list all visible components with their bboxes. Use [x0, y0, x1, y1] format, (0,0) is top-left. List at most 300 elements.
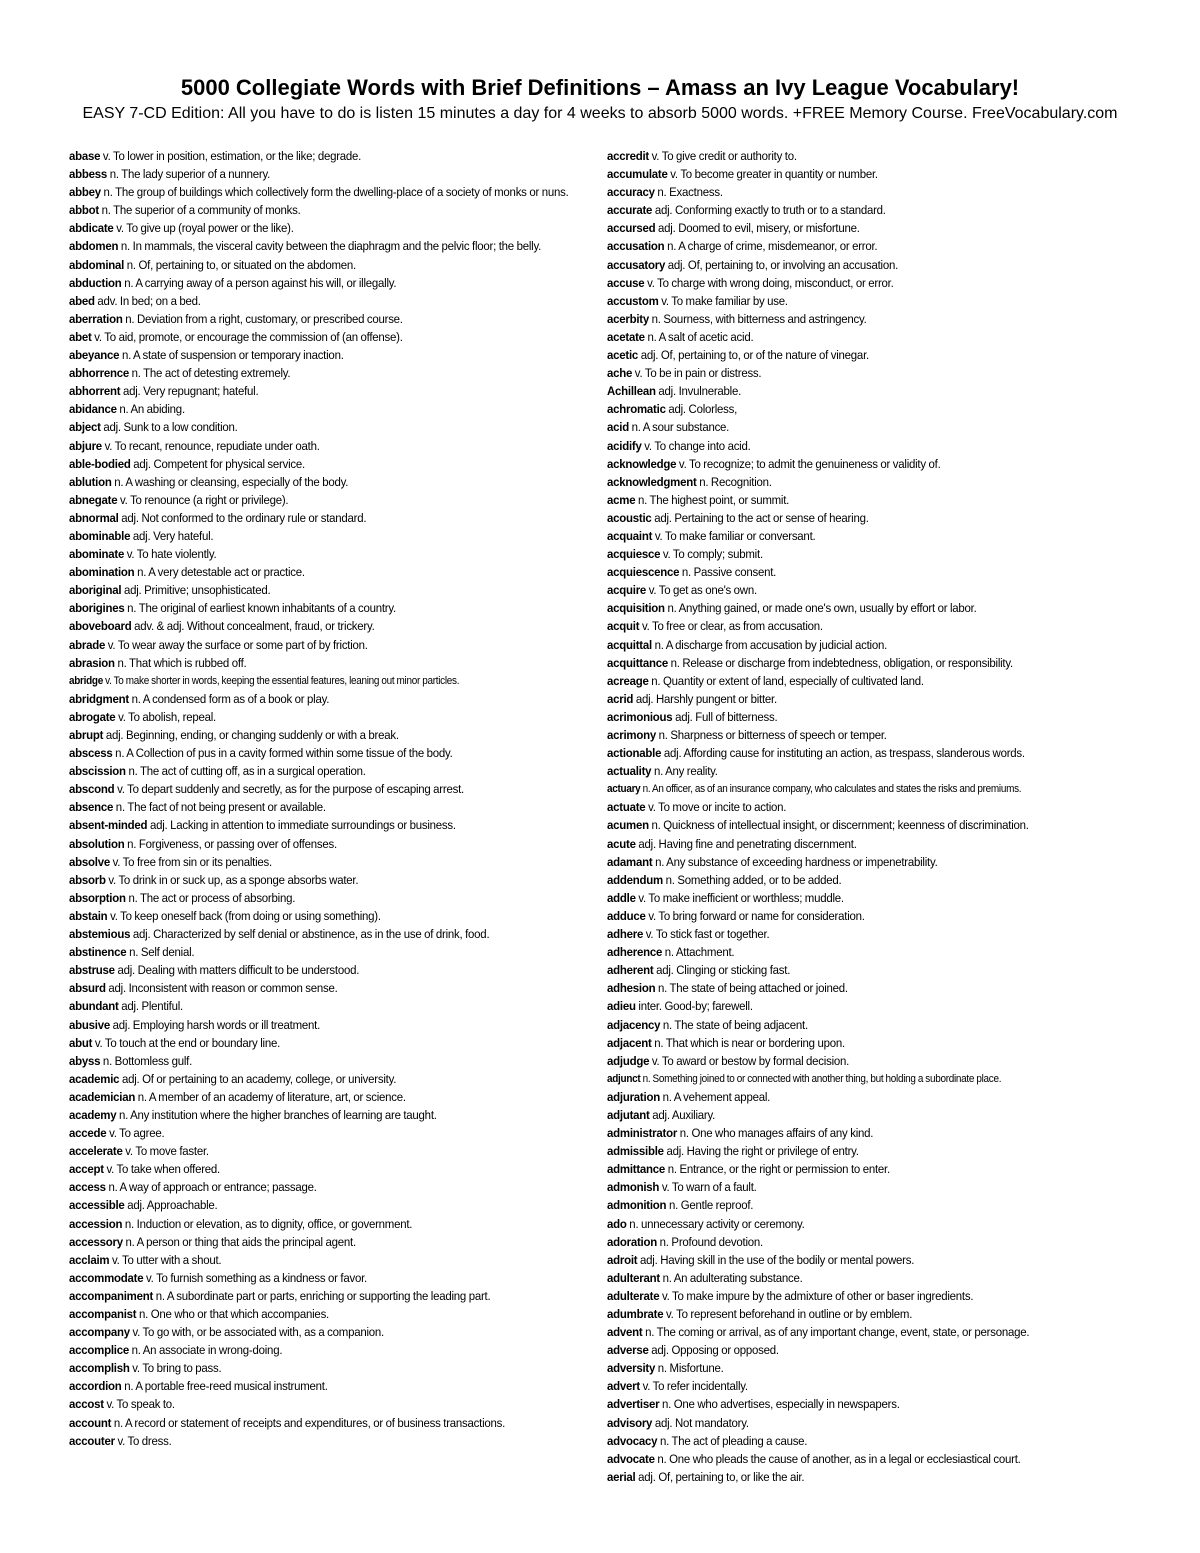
entry-definition: n. Recognition. [696, 474, 772, 489]
entry-word: advocacy [607, 1433, 658, 1448]
dictionary-entry [607, 654, 1146, 672]
entry-definition: adj. Affording cause for instituting an action, as trespass, slanderous words. [661, 746, 1025, 761]
dictionary-entry [69, 219, 608, 237]
entry-word: accelerate [69, 1144, 123, 1159]
entry-word: accompany [69, 1325, 130, 1340]
entry-definition: adj. Harshly pungent or bitter. [633, 691, 777, 706]
entry-definition: adj. Competent for physical service. [130, 456, 305, 471]
entry-definition: adj. Not conformed to the ordinary rule or standard. [118, 510, 367, 525]
entry-definition: v. To depart suddenly and secretly, as for the purpose of escaping arrest. [114, 782, 464, 797]
dictionary-entry [69, 798, 608, 816]
entry-definition: adj. Of, pertaining to, or like the air. [635, 1469, 805, 1484]
entry-definition: n. A salt of acetic acid. [644, 329, 754, 344]
entry-definition: n. A Collection of pus in a cavity formed within some tissue of the body. [112, 746, 453, 761]
dictionary-entry [607, 581, 1146, 599]
entry-word: aerial [607, 1469, 636, 1484]
dictionary-entry [607, 672, 1146, 690]
entry-word: abrogate [69, 709, 116, 724]
dictionary-entry [69, 1215, 608, 1233]
dictionary-entry [607, 1088, 1146, 1106]
entry-word: acrimony [607, 728, 656, 742]
dictionary-entry [607, 943, 1146, 961]
entry-definition: adv. & adj. Without concealment, fraud, or trickery. [131, 619, 375, 634]
dictionary-entry [607, 780, 1146, 798]
entry-definition: v. To warn of a fault. [659, 1180, 757, 1195]
entry-definition: n. Anything gained, or made one's own, usually by effort or labor. [664, 601, 977, 616]
entry-word: acute [607, 836, 636, 851]
dictionary-entry [607, 509, 1146, 527]
dictionary-entry [69, 1034, 608, 1052]
entry-definition: n. The superior of a community of monks. [98, 203, 301, 218]
dictionary-entry [69, 292, 608, 310]
entry-definition: adj. Of, pertaining to, or involving an accusation. [665, 257, 899, 272]
entry-word: abominable [69, 528, 131, 543]
entry-word: admissible [607, 1144, 664, 1159]
dictionary-entry [607, 889, 1146, 907]
entry-word: ado [607, 1216, 627, 1231]
entry-word: accuracy [607, 185, 655, 200]
entry-word: acoustic [607, 510, 652, 525]
entry-word: absolution [69, 836, 125, 851]
entry-definition: n. The act of detesting extremely. [128, 366, 291, 381]
dictionary-entry [607, 1142, 1146, 1160]
entry-definition: n. Quantity or extent of land, especially of cultivated land. [648, 673, 924, 688]
dictionary-entry [607, 310, 1146, 328]
dictionary-entry [607, 219, 1146, 237]
dictionary-entry [607, 1178, 1146, 1196]
entry-word: adjacency [607, 1017, 661, 1032]
entry-definition: n. Entrance, or the right or permission to enter. [665, 1162, 890, 1177]
entry-word: accustom [607, 293, 659, 308]
entry-word: adverse [607, 1343, 649, 1358]
entry-word: accession [69, 1216, 123, 1231]
dictionary-entry [69, 1124, 608, 1142]
entry-word: adduce [607, 908, 646, 923]
entry-word: administrator [607, 1126, 678, 1141]
entry-definition: v. To charge with wrong doing, misconduct, or error. [644, 275, 894, 290]
dictionary-entry [607, 545, 1146, 563]
dictionary-entry [607, 961, 1146, 979]
dictionary-entry [69, 672, 608, 690]
entry-word: adoration [607, 1234, 658, 1249]
dictionary-entry [607, 1106, 1146, 1124]
dictionary-entry [607, 1395, 1146, 1413]
entry-definition: v. To dress. [114, 1433, 172, 1448]
dictionary-entry [69, 654, 608, 672]
dictionary-entry [607, 1305, 1146, 1323]
entry-definition: adj. Of or pertaining to an academy, college, or university. [119, 1071, 397, 1086]
entry-definition: adj. Not mandatory. [652, 1415, 749, 1430]
entry-definition: v. To drink in or suck up, as a sponge absorbs water. [105, 872, 359, 887]
entry-definition: v. To wear away the surface or some part of by friction. [105, 637, 368, 652]
dictionary-entry [69, 617, 608, 635]
entry-word: admittance [607, 1162, 666, 1177]
dictionary-entry [607, 328, 1146, 346]
dictionary-entry [69, 400, 608, 418]
entry-definition: n. A portable free-reed musical instrument. [121, 1379, 328, 1394]
entry-word: absorption [69, 890, 126, 905]
entry-definition: n. An adulterating substance. [659, 1270, 803, 1285]
dictionary-entry [607, 798, 1146, 816]
entry-word: accompaniment [69, 1288, 154, 1303]
entry-definition: n. The highest point, or summit. [635, 492, 790, 507]
entry-definition: n. Bottomless gulf. [100, 1053, 193, 1068]
dictionary-entry [607, 1269, 1146, 1287]
entry-definition: n. The act of pleading a cause. [657, 1433, 808, 1448]
entry-definition: v. To recant, renounce, repudiate under oath. [101, 438, 320, 453]
entry-word: abut [69, 1035, 93, 1050]
dictionary-entry [69, 473, 608, 491]
dictionary-entry [69, 1088, 608, 1106]
entry-definition: n. Any reality. [651, 764, 718, 779]
dictionary-entry [69, 1233, 608, 1251]
entry-definition: v. To bring forward or name for consideration. [645, 908, 865, 923]
entry-word: actionable [607, 746, 662, 761]
entry-word: ache [607, 366, 633, 381]
entry-definition: n. The state of being adjacent. [660, 1017, 808, 1032]
entry-definition: v. To lower in position, estimation, or the like; degrade. [100, 149, 362, 163]
entry-word: abbot [69, 203, 99, 218]
dictionary-entry [607, 744, 1146, 762]
dictionary-entry [69, 183, 608, 201]
dictionary-entry [69, 636, 608, 654]
entry-word: abyss [69, 1053, 101, 1068]
entry-word: adjacent [607, 1035, 652, 1050]
dictionary-entry [607, 907, 1146, 925]
entry-word: abstemious [69, 927, 131, 942]
entry-definition: adj. Dealing with matters difficult to be understood. [114, 963, 360, 978]
dictionary-entry [69, 1196, 608, 1214]
dictionary-entry [607, 491, 1146, 509]
entry-definition: adj. Sunk to a low condition. [100, 420, 238, 435]
entry-word: adjunct [607, 1072, 641, 1085]
entry-word: abscission [69, 764, 126, 779]
dictionary-entry [69, 1160, 608, 1178]
dictionary-entry [69, 1269, 608, 1287]
entry-definition: n. Gentle reproof. [666, 1198, 754, 1213]
entry-definition: n. Any institution where the higher branches of learning are taught. [116, 1107, 437, 1122]
dictionary-entry [607, 1323, 1146, 1341]
dictionary-entry [69, 1414, 608, 1432]
dictionary-entry [69, 563, 608, 581]
dictionary-entry [607, 364, 1146, 382]
entry-definition: n. Release or discharge from indebtedness, obligation, or responsibility. [668, 655, 1013, 670]
entry-word: advent [607, 1325, 643, 1340]
entry-word: abundant [69, 999, 119, 1014]
entry-definition: v. To make familiar or conversant. [652, 528, 816, 543]
entry-word: aborigines [69, 601, 125, 616]
dictionary-entry [69, 418, 608, 436]
entry-word: abase [69, 149, 101, 163]
dictionary-entry [607, 1414, 1146, 1432]
entry-word: advocate [607, 1451, 655, 1466]
entry-definition: adj. Very hateful. [130, 528, 214, 543]
entry-word: accessible [69, 1198, 125, 1213]
dictionary-entry [607, 147, 1146, 165]
dictionary-entry [69, 165, 608, 183]
dictionary-entry [69, 455, 608, 473]
entry-definition: n. Of, pertaining to, or situated on the abdomen. [124, 257, 357, 272]
entry-definition: n. That which is near or bordering upon. [651, 1035, 845, 1050]
entry-word: addle [607, 890, 636, 905]
entry-word: admonish [607, 1180, 660, 1195]
entry-word: abstinence [69, 945, 127, 960]
page-subtitle: EASY 7-CD Edition: All you have to do is listen 15 minutes a day for 4 weeks to absorb 5000 words. +FREE Memory Course. FreeVocabulary.com [82, 105, 1118, 122]
entry-definition: adj. Opposing or opposed. [648, 1343, 779, 1358]
dictionary-entry [607, 400, 1146, 418]
entry-definition: n. Something added, or to be added. [662, 872, 842, 887]
dictionary-entry [69, 147, 608, 165]
entry-definition: adj. Auxiliary. [649, 1107, 716, 1122]
entry-word: accessory [69, 1234, 123, 1249]
entry-word: adjudge [607, 1053, 650, 1068]
entry-word: accusation [607, 239, 665, 254]
entry-definition: n. That which is rubbed off. [114, 655, 247, 670]
entry-word: acknowledge [607, 456, 677, 471]
dictionary-entry [607, 183, 1146, 201]
entry-word: actuary [607, 783, 641, 796]
entry-definition: n. A very detestable act or practice. [134, 565, 305, 580]
entry-word: abduction [69, 275, 122, 290]
entry-definition: adj. Lacking in attention to immediate surroundings or business. [147, 818, 456, 833]
entry-word: abnormal [69, 510, 119, 525]
entry-word: abrasion [69, 655, 115, 670]
entry-definition: v. To represent beforehand in outline or by emblem. [663, 1307, 913, 1321]
entry-word: accusatory [607, 257, 666, 272]
entry-definition: v. To move faster. [122, 1144, 209, 1159]
dictionary-entry [607, 1359, 1146, 1377]
entry-word: abed [69, 293, 95, 308]
entry-definition: adj. Having skill in the use of the bodily or mental powers. [637, 1252, 915, 1267]
entry-word: absurd [69, 981, 106, 996]
entry-word: adjuration [607, 1089, 660, 1104]
dictionary-entry [607, 1341, 1146, 1359]
dictionary-entry [69, 1395, 608, 1413]
page-title: 5000 Collegiate Words with Brief Definitions – Amass an Ivy League Vocabulary! [180, 75, 1020, 100]
entry-word: abstain [69, 908, 108, 923]
entry-word: access [69, 1180, 106, 1195]
entry-definition: n. A sour substance. [628, 420, 730, 435]
entry-definition: n. A condensed form as of a book or play. [128, 691, 330, 706]
entry-definition: n. Exactness. [654, 185, 723, 200]
entry-definition: v. To become greater in quantity or number. [667, 167, 878, 182]
dictionary-entry [69, 997, 608, 1015]
entry-word: accuse [607, 275, 645, 290]
entry-definition: n. Deviation from a right, customary, or prescribed course. [122, 311, 403, 326]
dictionary-entry [607, 346, 1146, 364]
entry-word: accouter [69, 1433, 115, 1448]
dictionary-entry [607, 1233, 1146, 1251]
entry-word: abstruse [69, 963, 115, 978]
dictionary-entry [607, 1215, 1146, 1233]
dictionary-entry [607, 690, 1146, 708]
entry-definition: adj. Approachable. [124, 1198, 218, 1213]
entry-word: abdomen [69, 239, 119, 254]
dictionary-entry [69, 328, 608, 346]
entry-word: adjutant [607, 1107, 650, 1122]
entry-definition: n. A state of suspension or temporary inaction. [119, 348, 344, 363]
dictionary-entry [607, 1450, 1146, 1468]
dictionary-entry [607, 274, 1146, 292]
entry-definition: v. To comply; submit. [660, 547, 763, 562]
dictionary-entry [607, 292, 1146, 310]
entry-word: accost [69, 1397, 104, 1412]
entry-word: abdicate [69, 221, 114, 236]
dictionary-entry [69, 237, 608, 255]
entry-word: acquisition [607, 601, 665, 616]
dictionary-entry [607, 455, 1146, 473]
entry-word: abrade [69, 637, 106, 652]
entry-definition: n. The group of buildings which collectively form the dwelling-place of a society of monks or nuns. [100, 185, 569, 200]
entry-word: acquaint [607, 528, 653, 543]
entry-definition: v. To be in pain or distress. [632, 366, 762, 381]
entry-definition: adj. Very repugnant; hateful. [120, 384, 259, 399]
entry-word: adhesion [607, 981, 656, 996]
entry-definition: v. To utter with a shout. [109, 1252, 222, 1267]
entry-word: acquittance [607, 655, 669, 670]
entry-definition: v. To touch at the end or boundary line. [92, 1035, 281, 1050]
entry-definition: n. A record or statement of receipts and expenditures, or of business transactions. [111, 1415, 506, 1430]
entry-definition: v. To get as one's own. [646, 583, 757, 598]
entry-word: abdominal [69, 257, 125, 272]
entry-word: acclaim [69, 1252, 110, 1267]
dictionary-entry [69, 835, 608, 853]
dictionary-entry [607, 835, 1146, 853]
entry-word: abbey [69, 185, 101, 200]
entry-word: abnegate [69, 492, 118, 507]
entry-definition: adj. Invulnerable. [655, 384, 742, 399]
entry-word: abject [69, 420, 101, 435]
entry-definition: n. Attachment. [662, 945, 735, 960]
entry-word: advisory [607, 1415, 653, 1430]
dictionary-entry [69, 1070, 608, 1088]
entry-word: acrimonious [607, 709, 673, 724]
entry-definition: v. To stick fast or together. [643, 927, 770, 942]
entry-definition: v. To make shorter in words, keeping the essential features, leaning out minor particles. [102, 674, 460, 687]
entry-definition: n. One who advertises, especially in newspapers. [659, 1397, 900, 1412]
entry-definition: adj. Primitive; unsophisticated. [121, 583, 271, 598]
entry-word: adhere [607, 927, 644, 942]
entry-definition: v. To agree. [106, 1126, 165, 1141]
dictionary-entry [69, 527, 608, 545]
entry-word: acme [607, 492, 636, 507]
entry-definition: adj. Colorless, [665, 402, 738, 417]
dictionary-entry [69, 889, 608, 907]
dictionary-entry [69, 853, 608, 871]
entry-definition: v. To bring to pass. [129, 1361, 222, 1376]
entry-definition: adj. Plentiful. [118, 999, 183, 1014]
entry-word: abridgment [69, 691, 129, 706]
entry-definition: adj. Characterized by self denial or abstinence, as in the use of drink, food. [130, 927, 490, 942]
entry-definition: v. To hate violently. [124, 547, 217, 562]
entry-word: abhorrence [69, 366, 129, 381]
entry-definition: v. To make familiar by use. [658, 293, 788, 308]
dictionary-entry [69, 310, 608, 328]
entry-word: abrupt [69, 728, 104, 742]
entry-word: accommodate [69, 1270, 144, 1285]
dictionary-entry [69, 1287, 608, 1305]
entry-definition: adj. Beginning, ending, or changing suddenly or with a break. [103, 728, 399, 742]
entry-definition: v. To speak to. [103, 1397, 175, 1412]
entry-definition: v. To furnish something as a kindness or favor. [143, 1270, 368, 1285]
dictionary-entry [607, 1016, 1146, 1034]
entry-word: acquit [607, 619, 640, 634]
entry-definition: n. One who manages affairs of any kind. [677, 1126, 874, 1141]
entry-word: accurate [607, 203, 653, 218]
dictionary-entry [69, 581, 608, 599]
entry-word: aboveboard [69, 619, 132, 634]
entry-definition: v. To recognize; to admit the genuineness or validity of. [676, 456, 941, 471]
entry-definition: n. Quickness of intellectual insight, or discernment; keenness of discrimination. [648, 818, 1029, 833]
entry-word: acreage [607, 673, 649, 688]
entry-word: advert [607, 1379, 640, 1394]
dictionary-entry [607, 997, 1146, 1015]
dictionary-entry [607, 762, 1146, 780]
entry-word: acidify [607, 438, 642, 453]
entry-definition: v. To change into acid. [641, 438, 751, 453]
entry-word: accede [69, 1126, 107, 1141]
entry-definition: v. To keep oneself back (from doing or using something). [107, 908, 381, 923]
dictionary-entry [607, 237, 1146, 255]
entry-word: aboriginal [69, 583, 122, 598]
entry-word: accursed [607, 221, 656, 236]
entry-definition: v. To renounce (a right or privilege). [117, 492, 289, 507]
entry-word: accompanist [69, 1307, 137, 1321]
dictionary-entry [607, 1251, 1146, 1269]
entry-word: adversity [607, 1361, 656, 1376]
dictionary-entry [69, 1142, 608, 1160]
entry-definition: adj. Having the right or privilege of entry. [663, 1144, 859, 1159]
dictionary-entry [69, 979, 608, 997]
entry-word: adieu [607, 999, 636, 1014]
dictionary-entry [69, 816, 608, 834]
entry-word: adroit [607, 1252, 638, 1267]
dictionary-entry [607, 1432, 1146, 1450]
entry-word: able-bodied [69, 456, 131, 471]
entry-definition: n. Any substance of exceeding hardness or impenetrability. [652, 854, 938, 869]
entry-definition: adj. Inconsistent with reason or common sense. [105, 981, 338, 996]
dictionary-entry [607, 1287, 1146, 1305]
entry-word: absorb [69, 872, 106, 887]
entry-word: adamant [607, 854, 653, 869]
entry-word: acquittal [607, 637, 652, 652]
entry-definition: v. To award or bestow by formal decision. [649, 1053, 850, 1068]
entry-definition: v. To make impure by the admixture of other or baser ingredients. [659, 1288, 974, 1303]
entry-definition: n. Sharpness or bitterness of speech or temper. [655, 728, 887, 742]
entry-word: accredit [607, 149, 650, 163]
entry-word: acquire [607, 583, 647, 598]
entry-word: abbess [69, 167, 108, 182]
dictionary-entry [69, 509, 608, 527]
dictionary-entry [607, 1034, 1146, 1052]
dictionary-entry [69, 726, 608, 744]
dictionary-entry [607, 816, 1146, 834]
entry-definition: n. A washing or cleansing, especially of the body. [111, 474, 349, 489]
entry-word: abidance [69, 402, 117, 417]
entry-word: account [69, 1415, 112, 1430]
entry-definition: n. The act of cutting off, as in a surgical operation. [125, 764, 366, 779]
dictionary-entry [607, 563, 1146, 581]
entry-definition: n. unnecessary activity or ceremony. [626, 1216, 805, 1231]
entry-definition: n. One who pleads the cause of another, as in a legal or ecclesiastical court. [654, 1451, 1021, 1466]
entry-definition: v. To free or clear, as from accusation. [639, 619, 823, 634]
dictionary-entry [607, 418, 1146, 436]
dictionary-entry [607, 1052, 1146, 1070]
entry-word: acrid [607, 691, 634, 706]
entry-word: actuality [607, 764, 652, 779]
entry-definition: adj. Clinging or sticking fast. [653, 963, 791, 978]
entry-word: adumbrate [607, 1307, 664, 1321]
